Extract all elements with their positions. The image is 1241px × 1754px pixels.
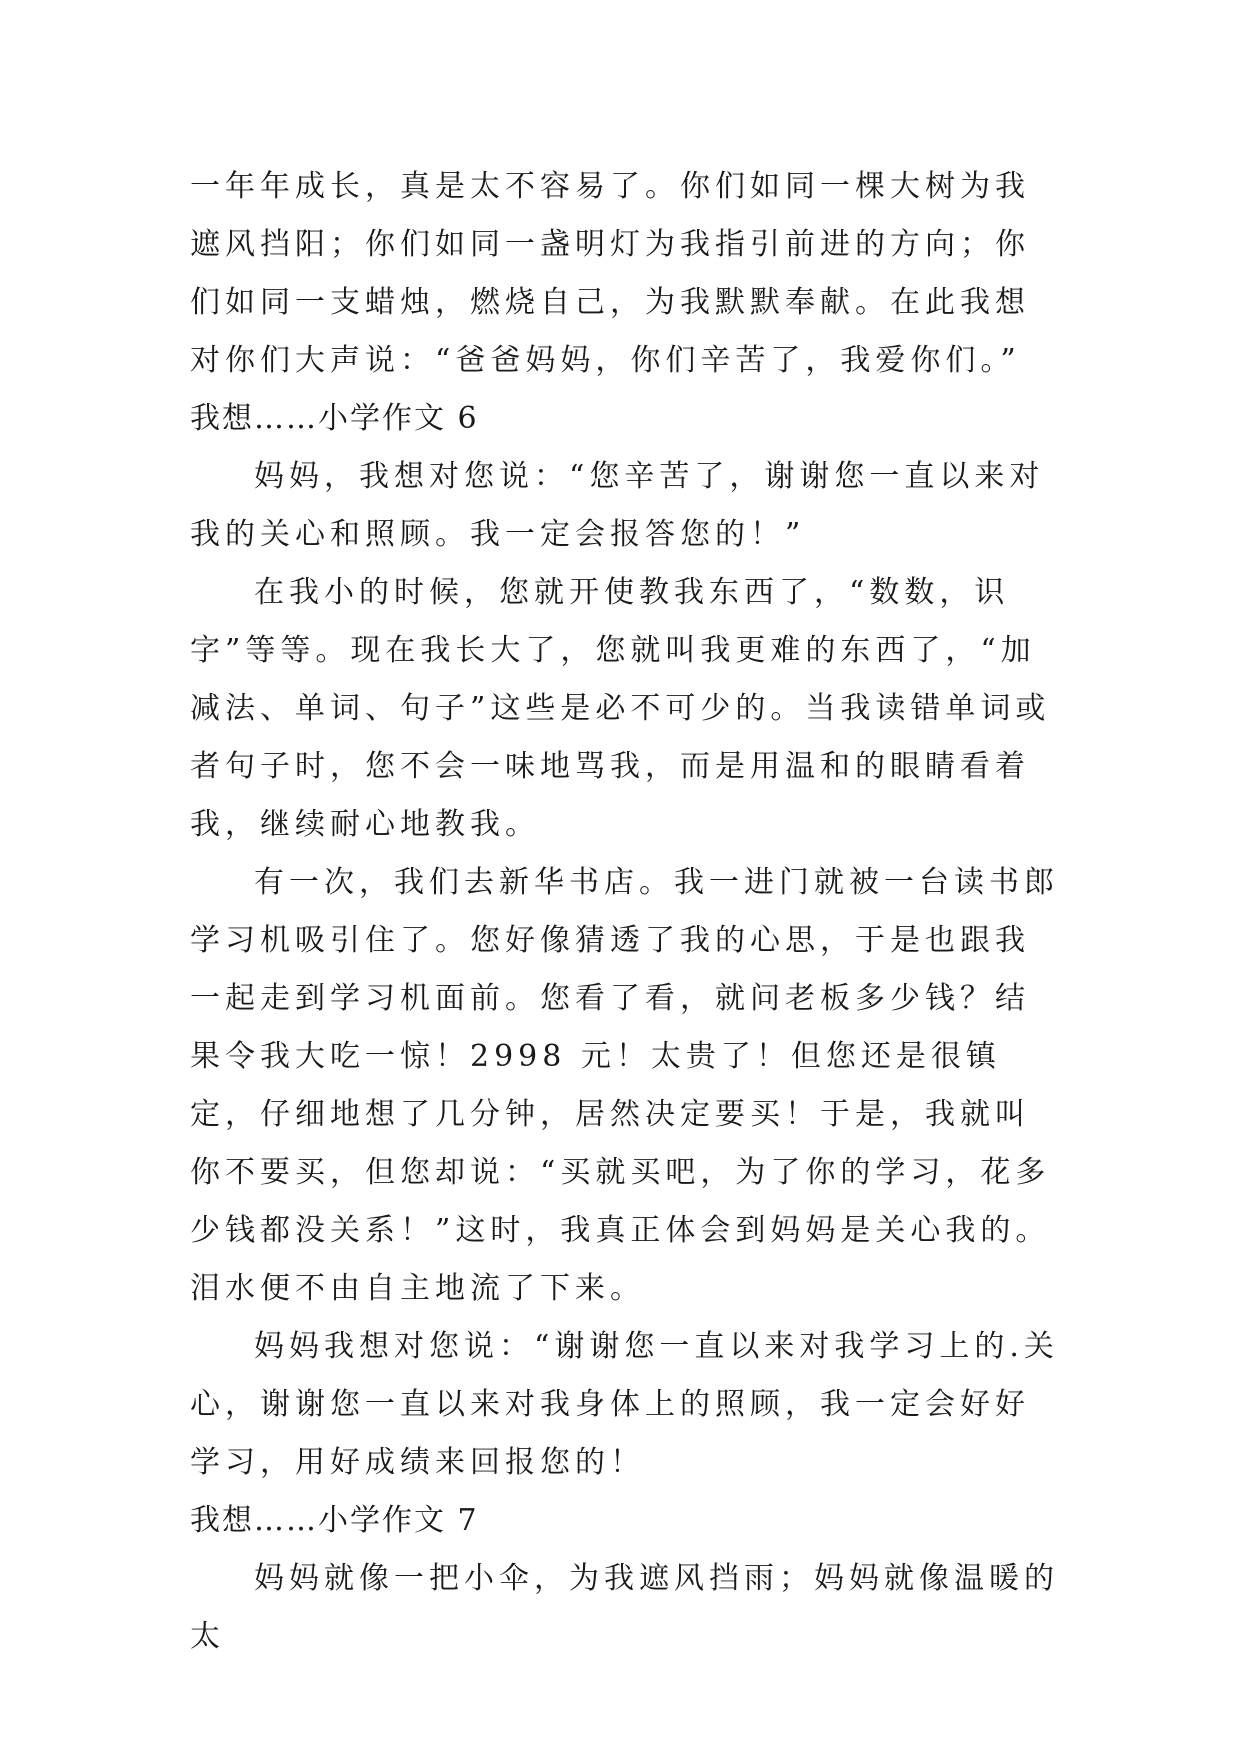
paragraph-4: 有一次，我们去新华书店。我一进门就被一台读书郎学习机吸引住了。您好像猜透了我的心思，于是也跟我一起走到学习机面前。您看了看，就问老板多少钱？结果令我大吃一惊！2998 元！太贵了！但您还是很镇定，仔细地想了几分钟，居然决定要买！于是，我就叫你不要买，但您却说：“买就买吧，为了你的学习，花多少钱都没关系！”这时，我真正体会到妈妈是关心我的。泪水便不由自主地流了下来。 — [190, 865, 1059, 1306]
section-heading-7: 我想……小学作文 7 — [190, 1503, 479, 1538]
section-heading-6: 我想……小学作文 6 — [190, 401, 479, 436]
paragraph-5: 妈妈我想对您说：“谢谢您一直以来对我学习上的.关心，谢谢您一直以来对我身体上的照顾，我一定会好好学习，用好成绩来回报您的！ — [190, 1329, 1059, 1480]
paragraph-2: 妈妈，我想对您说：“您辛苦了，谢谢您一直以来对我的关心和照顾。我一定会报答您的！” — [190, 459, 1045, 552]
document-body — [190, 158, 1060, 1666]
paragraph-7: 妈妈就像一把小伞，为我遮风挡雨；妈妈就像温暖的太 — [190, 1561, 1059, 1654]
paragraph-3: 在我小的时候，您就开使教我东西了，“数数，识字”等等。现在我长大了，您就叫我更难的东西了，“加减法、单词、句子”这些是必不可少的。当我读错单词或者句子时，您不会一味地骂我，而是用温和的眼睛看着我，继续耐心地教我。 — [190, 575, 1051, 842]
paragraph-0: 一年年成长，真是太不容易了。你们如同一棵大树为我遮风挡阳；你们如同一盏明灯为我指引前进的方向；你们如同一支蜡烛，燃烧自己，为我默默奉献。在此我想对你们大声说：“爸爸妈妈，你们辛苦了，我爱你们。” — [190, 169, 1030, 378]
